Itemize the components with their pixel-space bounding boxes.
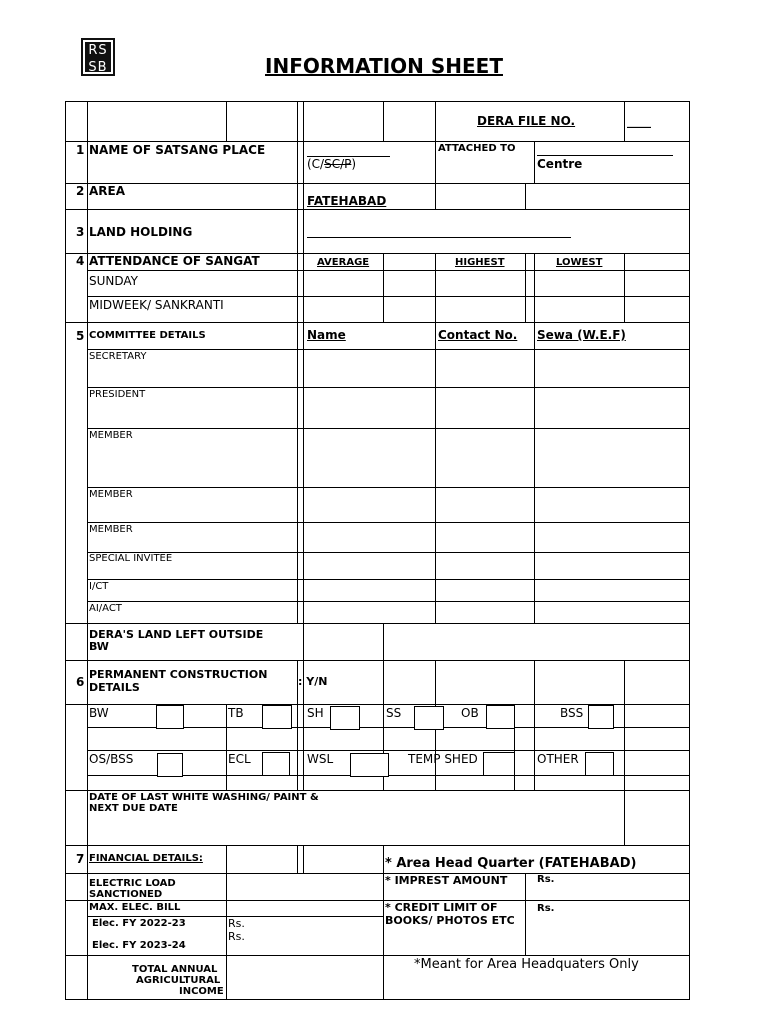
land-outside-label-2: BW xyxy=(89,640,109,653)
midweek-label: MIDWEEK/ SANKRANTI xyxy=(89,298,224,312)
row-5-number: 5 xyxy=(76,329,85,343)
imprest-label: * IMPREST AMOUNT xyxy=(385,874,508,887)
area-value[interactable]: FATEHABAD xyxy=(307,194,387,208)
role-ict: I/CT xyxy=(89,581,109,592)
col-sewa: Sewa (W.E.F) xyxy=(537,328,626,342)
item-other: OTHER xyxy=(537,752,579,766)
checkbox-os-bss[interactable] xyxy=(157,753,183,777)
role-special-invitee: SPECIAL INVITEE xyxy=(89,553,173,564)
max-bill-label: MAX. ELEC. BILL xyxy=(89,902,181,913)
fy-2022-label: Elec. FY 2022-23 xyxy=(92,918,186,929)
credit-limit-label-1: * CREDIT LIMIT OF xyxy=(385,901,498,914)
row-6-number: 6 xyxy=(76,675,85,689)
col-lowest: LOWEST xyxy=(556,257,603,268)
item-ss: SS xyxy=(386,706,402,720)
fy-2023-rs[interactable]: Rs. xyxy=(228,930,245,943)
row-7-number: 7 xyxy=(76,852,85,866)
col-name: Name xyxy=(307,328,346,342)
item-ob: OB xyxy=(461,706,479,720)
item-tb: TB xyxy=(228,706,244,720)
item-temp-shed: TEMP SHED xyxy=(408,752,478,766)
role-secretary: SECRETARY xyxy=(89,351,147,362)
item-ecl: ECL xyxy=(228,752,251,766)
checkbox-ss[interactable] xyxy=(414,706,444,730)
financial-label: FINANCIAL DETAILS: xyxy=(89,853,203,864)
role-member-3: MEMBER xyxy=(89,524,133,535)
checkbox-bw[interactable] xyxy=(156,705,184,729)
role-member-2: MEMBER xyxy=(89,489,133,500)
row-1-number: 1 xyxy=(76,143,85,157)
whitewash-label-2: NEXT DUE DATE xyxy=(89,803,178,814)
construction-label-1: PERMANENT CONSTRUCTION xyxy=(89,668,268,681)
checkbox-other[interactable] xyxy=(585,752,614,776)
fy-2022-rs[interactable]: Rs. xyxy=(228,917,245,930)
place-type-hint: (C/SC/P) xyxy=(307,157,357,171)
page-title: INFORMATION SHEET xyxy=(265,54,503,78)
checkbox-ecl[interactable] xyxy=(262,752,290,776)
col-contact: Contact No. xyxy=(438,328,518,342)
checkbox-temp-shed[interactable] xyxy=(483,752,515,776)
attached-to-value: Centre xyxy=(537,157,583,171)
land-outside-label-1: DERA'S LAND LEFT OUTSIDE xyxy=(89,628,264,641)
whitewash-label-1: DATE OF LAST WHITE WASHING/ PAINT & xyxy=(89,792,319,803)
area-label: AREA xyxy=(89,184,126,198)
credit-limit-label-2: BOOKS/ PHOTOS ETC xyxy=(385,914,515,927)
area-hq-label: * Area Head Quarter (FATEHABAD) xyxy=(385,856,637,871)
electric-load-label-1: ELECTRIC LOAD xyxy=(89,878,176,889)
logo-line-2: SB xyxy=(88,60,108,75)
agri-income-label-2: AGRICULTURAL xyxy=(136,975,221,986)
sunday-label: SUNDAY xyxy=(89,274,139,288)
row-4-number: 4 xyxy=(76,254,85,268)
imprest-rs: Rs. xyxy=(537,874,555,885)
fy-2023-label: Elec. FY 2023-24 xyxy=(92,940,186,951)
row-3-number: 3 xyxy=(76,225,85,239)
checkbox-tb[interactable] xyxy=(262,705,292,729)
role-member-1: MEMBER xyxy=(89,430,133,441)
electric-load-label-2: SANCTIONED xyxy=(89,889,163,900)
dera-file-value[interactable]: ____ xyxy=(627,114,651,128)
checkbox-ob[interactable] xyxy=(486,705,515,729)
logo-line-1: RS xyxy=(88,43,108,58)
agri-income-label-3: INCOME xyxy=(179,986,224,997)
item-sh: SH xyxy=(307,706,324,720)
role-aiact: AI/ACT xyxy=(89,603,122,614)
attached-to-label: ATTACHED TO xyxy=(438,143,516,154)
checkbox-sh[interactable] xyxy=(330,706,360,730)
item-bss: BSS xyxy=(560,706,584,720)
construction-yn: : Y/N xyxy=(298,675,328,688)
dera-file-label: DERA FILE NO. xyxy=(477,114,576,128)
hq-only-note: *Meant for Area Headquaters Only xyxy=(414,957,639,972)
committee-label: COMMITTEE DETAILS xyxy=(89,330,206,341)
construction-label-2: DETAILS xyxy=(89,681,140,694)
col-highest: HIGHEST xyxy=(455,257,505,268)
item-wsl: WSL xyxy=(307,752,334,766)
checkbox-wsl[interactable] xyxy=(350,753,389,777)
agri-income-label-1: TOTAL ANNUAL xyxy=(132,964,218,975)
land-holding-label: LAND HOLDING xyxy=(89,225,193,239)
role-president: PRESIDENT xyxy=(89,389,146,400)
checkbox-bss[interactable] xyxy=(588,705,614,729)
satsang-place-label: NAME OF SATSANG PLACE xyxy=(89,143,266,157)
attached-to-blank[interactable] xyxy=(537,155,673,156)
item-os-bss: OS/BSS xyxy=(89,752,134,766)
attendance-label: ATTENDANCE OF SANGAT xyxy=(89,254,260,268)
land-holding-blank[interactable] xyxy=(307,237,571,238)
row-2-number: 2 xyxy=(76,184,85,198)
col-average: AVERAGE xyxy=(317,257,370,268)
credit-limit-rs: Rs. xyxy=(537,903,555,914)
item-bw: BW xyxy=(89,706,109,720)
